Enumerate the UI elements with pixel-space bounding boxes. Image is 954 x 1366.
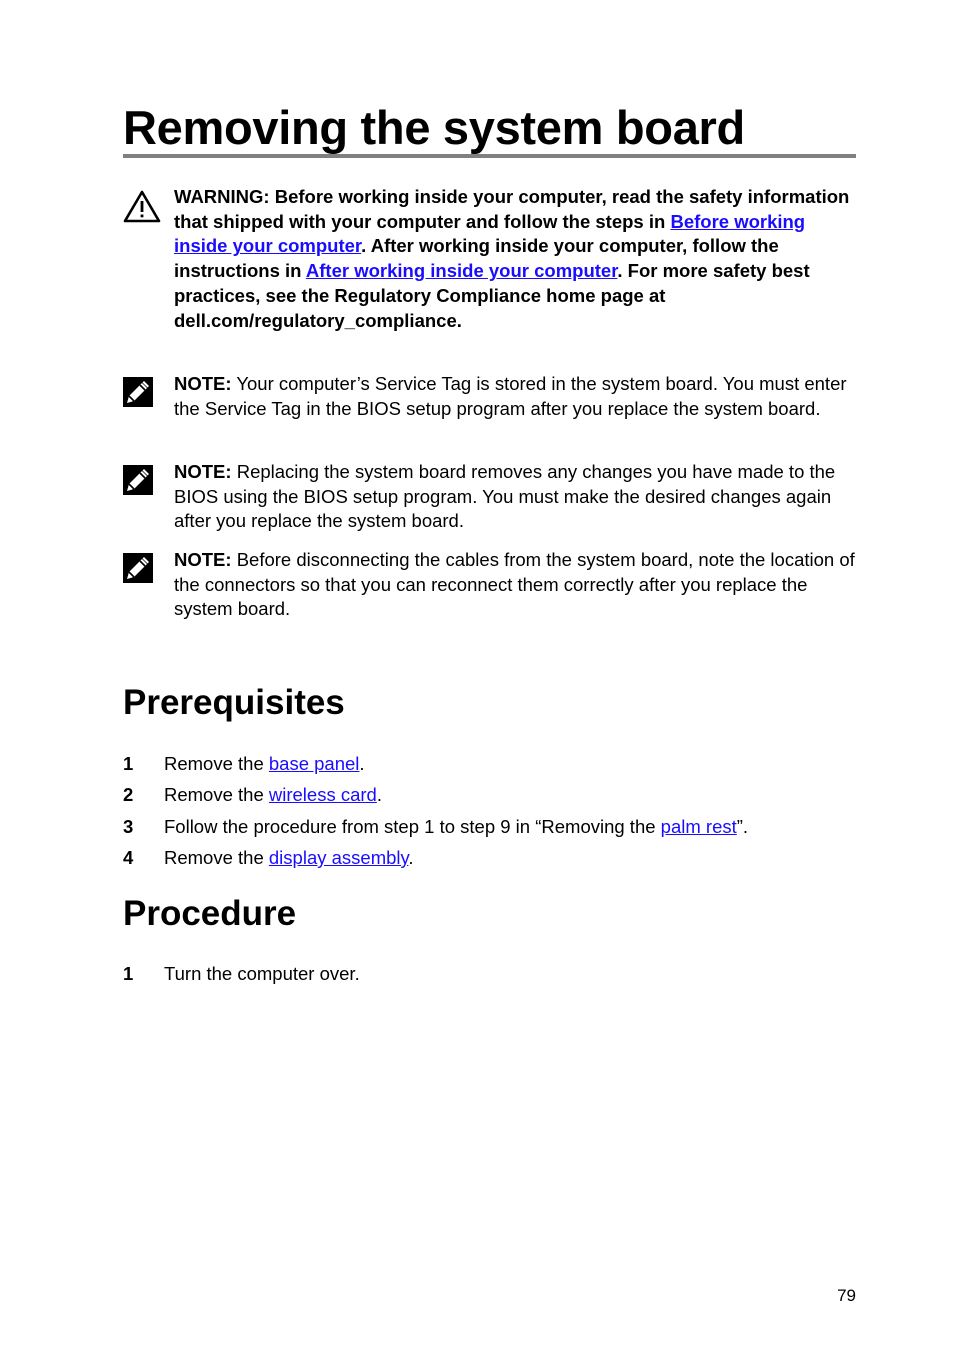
note-pencil-icon — [123, 465, 153, 500]
note-connectors — [123, 548, 856, 624]
step-text-after: . — [359, 753, 365, 774]
note-label: NOTE: — [174, 373, 232, 394]
step-text-before: Remove the — [164, 753, 269, 774]
step-text-after: . — [376, 784, 382, 805]
step-number: 2 — [123, 784, 134, 805]
step-text — [164, 845, 414, 871]
note-body: Replacing the system board removes any changes you have made to the BIOS using the BIOS setup program. You must make the desired changes again after you replace the system board. — [174, 461, 836, 532]
warning-label: WARNING: — [174, 186, 270, 207]
step-text-after: ”. — [736, 816, 749, 837]
warning-text-2: . After working inside your computer, follow the instructions in — [174, 235, 779, 282]
step-number: 3 — [123, 816, 134, 837]
note-body: Your computer’s Service Tag is stored in the system board. You must enter the Service Tag in the BIOS setup program after you replace the system board. — [174, 373, 847, 419]
note-service-tag — [123, 372, 856, 448]
note-text — [174, 460, 856, 534]
warning-triangle-icon — [123, 189, 161, 228]
note-bios-changes — [123, 460, 856, 536]
note-text — [174, 548, 856, 622]
step-text: Turn the computer over. — [164, 963, 360, 984]
warning-text — [174, 185, 856, 333]
prerequisite-step — [123, 845, 856, 871]
step-number: 1 — [123, 753, 134, 774]
title-rule — [123, 154, 856, 158]
step-number: 4 — [123, 847, 134, 868]
step-number: 1 — [123, 963, 134, 984]
note-pencil-icon — [123, 377, 153, 412]
step-text — [164, 782, 382, 808]
link-display-assembly[interactable]: display assembly — [268, 847, 409, 868]
link-before-working[interactable]: Before working inside your computer — [174, 210, 806, 257]
warning-notice — [123, 185, 856, 365]
link-base-panel[interactable]: base panel — [268, 753, 360, 774]
page-number: 79 — [837, 1286, 856, 1305]
step-text — [164, 751, 365, 777]
link-palm-rest[interactable]: palm rest — [660, 816, 737, 837]
warning-text-1: Before working inside your computer, read the safety information that shipped with your computer and follow the steps in — [174, 186, 850, 232]
prerequisites-heading: Prerequisites — [123, 683, 345, 722]
step-text-before: Remove the — [164, 784, 269, 805]
step-text-before: Remove the — [164, 847, 269, 868]
prerequisite-step — [123, 782, 856, 808]
procedure-step — [123, 961, 856, 987]
step-text-after: . — [408, 847, 414, 868]
note-label: NOTE: — [174, 549, 232, 570]
note-pencil-icon — [123, 553, 153, 588]
page-title: Removing the system board — [123, 101, 745, 154]
step-text-before: Follow the procedure from step 1 to step 9 in “Removing the — [164, 816, 661, 837]
step-text — [164, 814, 748, 840]
link-wireless-card[interactable]: wireless card — [268, 784, 377, 805]
note-text — [174, 372, 856, 421]
note-body: Before disconnecting the cables from the system board, note the location of the connectors so that you can reconnect them correctly after you replace the system board. — [174, 549, 855, 620]
prerequisite-step — [123, 814, 856, 840]
procedure-heading: Procedure — [123, 894, 297, 933]
link-after-working[interactable]: After working inside your computer — [305, 260, 618, 282]
warning-text-3: . For more safety best practices, see the Regulatory Compliance home page at dell.com/regulatory_compliance. — [174, 260, 810, 331]
note-label: NOTE: — [174, 461, 232, 482]
prerequisite-step — [123, 751, 856, 777]
